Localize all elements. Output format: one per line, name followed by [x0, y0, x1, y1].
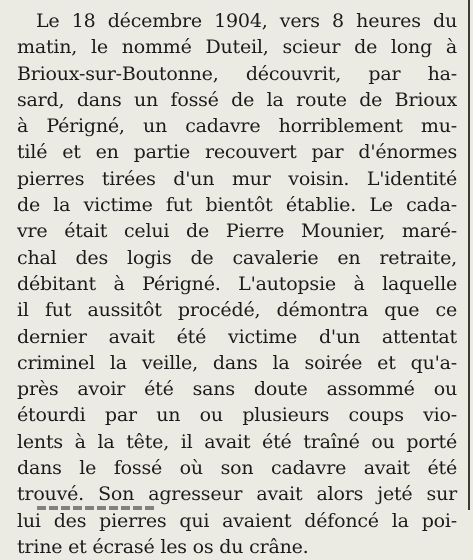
article-line-13: dernier avait été victime d'un attentat [17, 325, 457, 348]
article-line-19: trouvé. Son agresseur avait alors jeté sur [17, 483, 457, 506]
article-line-6: tilé et en partie recouvert par d'énormes [17, 141, 457, 164]
cut-off-next-line [37, 498, 157, 510]
article-line-8: de la victime fut bientôt établie. Le cada- [17, 194, 457, 217]
article-line-16: étourdi par un ou plusieurs coups vio- [17, 404, 457, 427]
article-line-3: Brioux-sur-Boutonne, découvrit, par ha- [17, 62, 457, 85]
article-line-2: matin, le nommé Duteil, scieur de long à [17, 36, 457, 59]
article-line-17: lents à la tête, il avait été traîné ou porté [17, 430, 457, 453]
article-line-1: Le 18 décembre 1904, vers 8 heures du [36, 10, 457, 32]
article-line-11: débitant à Périgné. L'autopsie à laquelle [17, 272, 457, 295]
article-paragraph [17, 8, 457, 560]
article-line-4: sard, dans un fossé de la route de Brioux [17, 88, 457, 111]
article-line-21: trine et écrasé les os du crâne. [17, 535, 309, 558]
article-line-20: lui des pierres qui avaient défoncé la poi- [17, 509, 457, 532]
article-line-5: à Périgné, un cadavre horriblement mu- [17, 115, 457, 138]
article-line-18: dans le fossé où son cadavre avait été [17, 457, 457, 480]
article-line-14: criminel la veille, dans la soirée et qu'a- [17, 351, 457, 374]
article-line-9: vre était celui de Pierre Mounier, maré- [17, 220, 457, 243]
column-rule [468, 0, 470, 510]
article-line-10: chal des logis de cavalerie en retraite, [17, 246, 457, 269]
article-line-12: il fut aussitôt procédé, démontra que ce [17, 299, 457, 322]
article-line-7: pierres tirées d'un mur voisin. L'identité [17, 167, 457, 190]
article-line-15: près avoir été sans doute assommé ou [17, 378, 457, 401]
